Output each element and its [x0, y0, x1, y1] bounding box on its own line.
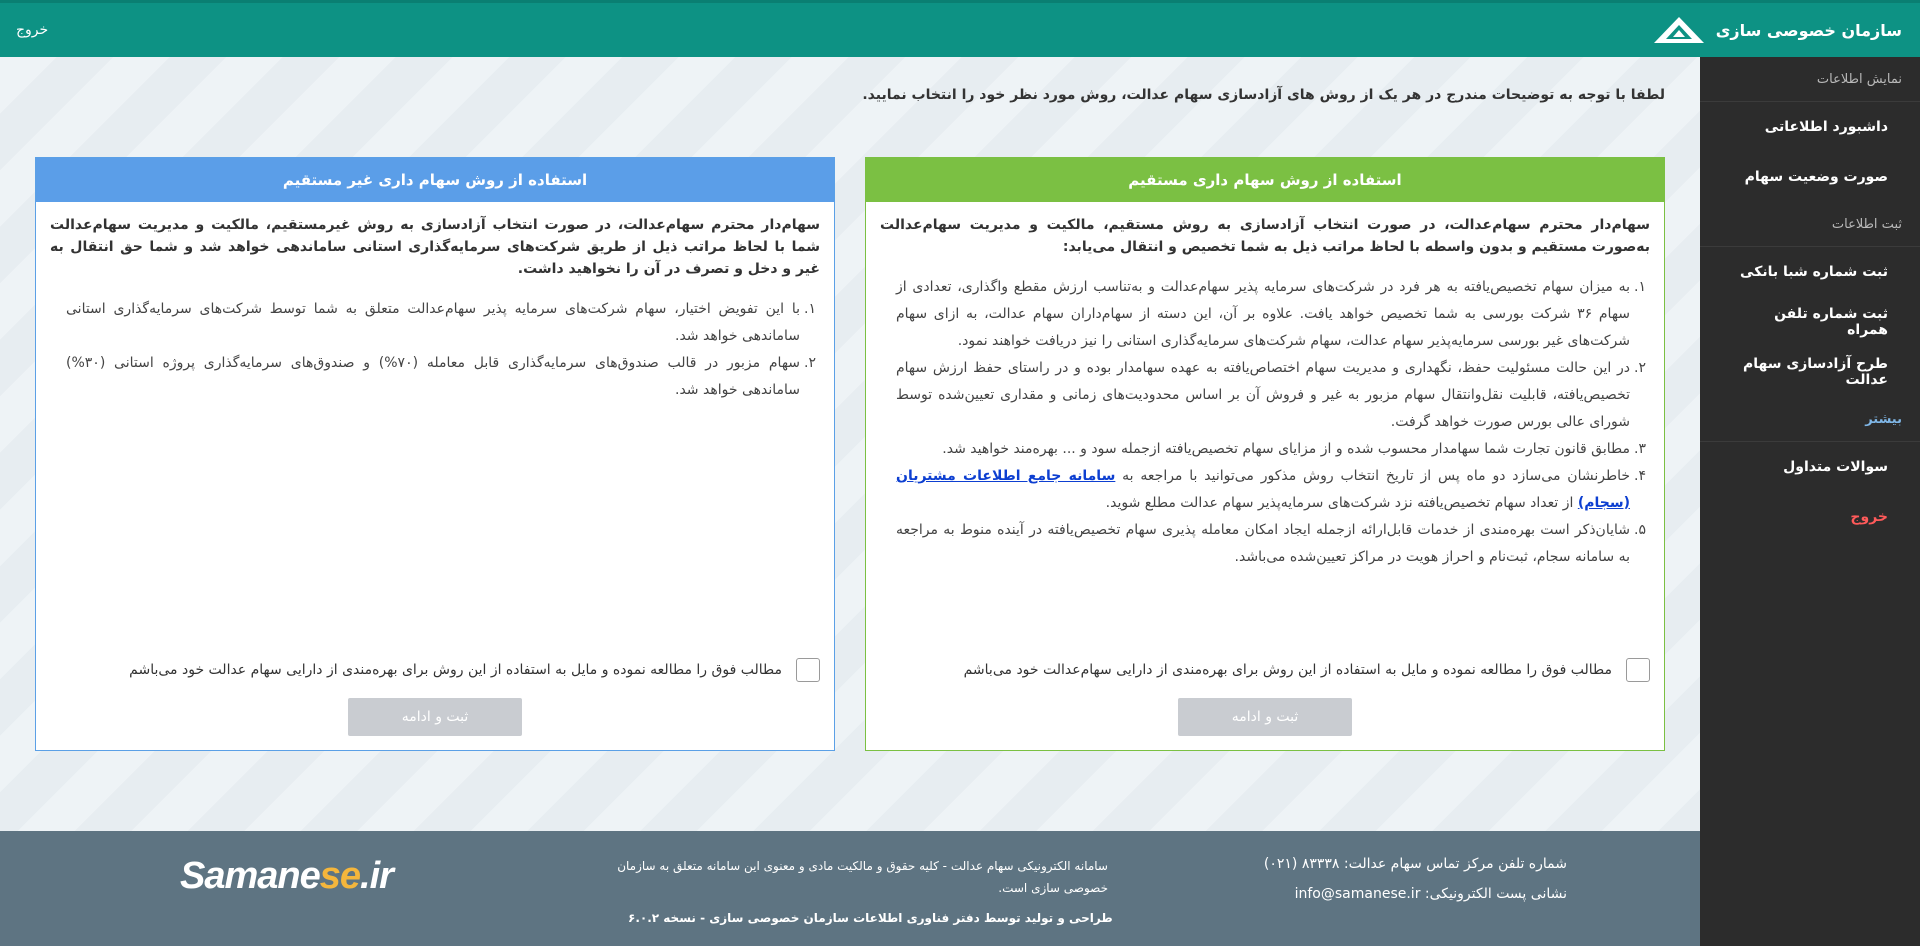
sidebar-item-dashboard[interactable]: داشبورد اطلاعاتی [1764, 119, 1888, 135]
list-item: ۵. شایان‌ذکر است بهره‌مندی از خدمات قابل‌ارائه ازجمله ایجاد امکان معامله پذیری سهام تخصیص‌یافته در آینده منوط به مراجعه به سامانه سجام، ثبت‌نام و احراز هویت در مراکز تعیین‌شده می‌باشد. [896, 522, 1646, 565]
indirect-agree-row [129, 658, 820, 682]
sidebar-section-show-info: نمایش اطلاعات [1700, 57, 1920, 102]
top-bar [0, 0, 1920, 57]
direct-card-intro: سهام‌دار محترم سهام‌عدالت، در صورت انتخاب آزادسازی به روش مستقیم، مالکیت و مدیریت سهام‌عدالت به‌صورت مستقیم و بدون واسطه با لحاظ مراتب ذیل به شما تخصیص و انتقال می‌یابد: [880, 217, 1650, 255]
sidebar-item-sheba[interactable]: ثبت شماره شبا بانکی [1740, 264, 1888, 280]
list-item: ۱. به میزان سهام تخصیص‌یافته به هر فرد در شرکت‌های سرمایه پذیر سهام‌عدالت و به‌تناسب ارزش مقطع واگذاری، تعدادی از سهام ۳۶ شرکت بورسی به شما تخصیص خواهد یافت. علاوه بر آن، این دسته از سهام‌داران سهام عدالت، به ازای سهام شرکت‌های غیر بورسی سرمایه‌پذیر سهام عدالت، سهام شرکت‌های سرمایه‌گذاری استانی را نیز دریافت خواهند نمود. [896, 279, 1646, 349]
indirect-method-card [35, 157, 835, 751]
indirect-card-title: استفاده از روش سهام داری غیر مستقیم [36, 158, 834, 202]
footer-email[interactable]: نشانی پست الکترونیکی: info@samanese.ir [1294, 886, 1567, 902]
sidebar-item-release-plan[interactable]: طرح آزادسازی سهام عدالت [1742, 356, 1888, 388]
footer-phone: شماره تلفن مرکز تماس سهام عدالت: ۸۳۳۳۸ (۰۲۱) [1263, 856, 1567, 872]
footer-contact [1264, 849, 1567, 909]
brand-title: سازمان خصوصی سازی [1715, 20, 1902, 40]
logout-link[interactable]: خروج [16, 22, 49, 38]
brand[interactable] [1652, 15, 1902, 45]
sidebar-item-stock-statement[interactable]: صورت وضعیت سهام [1744, 169, 1888, 185]
indirect-card-list [36, 280, 834, 404]
direct-agree-checkbox[interactable] [1626, 658, 1650, 682]
instruction-text: لطفا با توجه به توضیحات مندرج در هر یک از روش های آزادسازی سهام عدالت، روش مورد نظر خود را انتخاب نمایید. [862, 87, 1665, 103]
direct-agree-label: مطالب فوق را مطالعه نموده و مایل به استفاده از این روش برای بهره‌مندی از دارایی سهام‌عدالت خود می‌باشم [963, 662, 1612, 678]
sidebar-section-more: بیشتر [1700, 397, 1920, 442]
sidebar-item-logout[interactable]: خروج [1850, 509, 1888, 525]
direct-agree-row [964, 658, 1650, 682]
direct-method-card [865, 157, 1665, 751]
samanese-logo: Samanese.ir [180, 855, 393, 897]
indirect-submit-button[interactable]: ثبت و ادامه [348, 698, 522, 736]
privatization-logo-icon [1652, 15, 1706, 45]
direct-card-list [866, 258, 1664, 571]
sidebar [1700, 57, 1920, 946]
sejam-link[interactable]: سامانه جامع اطلاعات مشتریان (سجام) [896, 468, 1630, 511]
indirect-agree-checkbox[interactable] [796, 658, 820, 682]
direct-submit-button[interactable]: ثبت و ادامه [1178, 698, 1352, 736]
sidebar-section-register-info: ثبت اطلاعات [1700, 202, 1920, 247]
list-item: ۲. سهام مزبور در قالب صندوق‌های سرمایه‌گذاری قابل معامله (۷۰%) و صندوق‌های سرمایه‌گذاری پروژه استانی (۳۰%) ساماندهی خواهد شد. [66, 355, 816, 398]
direct-card-title: استفاده از روش سهام داری مستقیم [866, 158, 1664, 202]
list-item: ۱. با این تفویض اختیار، سهام شرکت‌های سرمایه پذیر سهام‌عدالت متعلق به شما توسط شرکت‌های سرمایه‌گذاری استانی ساماندهی خواهد شد. [66, 301, 816, 344]
footer-copyright: سامانه الکترونیکی سهام عدالت - کلیه حقوق و مالکیت مادی و معنوی این سامانه متعلق به سازمان خصوصی سازی است. [617, 859, 1108, 895]
list-item: ۴. خاطرنشان می‌سازد دو ماه پس از تاریخ انتخاب روش مذکور می‌توانید با مراجعه به سامانه جامع اطلاعات مشتریان (سجام) از تعداد سهام تخصیص‌یافته نزد شرکت‌های سرمایه‌پذیر سهام عدالت مطلع شوید. [896, 468, 1646, 511]
sidebar-item-faq[interactable]: سوالات متداول [1783, 459, 1888, 475]
list-item: ۳. مطابق قانون تجارت شما سهامدار محسوب شده و از مزایای سهام تخصیص‌یافته ازجمله سود و ... بهره‌مند خواهید شد. [942, 441, 1646, 457]
footer [0, 831, 1700, 946]
sidebar-item-mobile[interactable]: ثبت شماره تلفن همراه [1774, 306, 1888, 338]
list-item: ۲. در این حالت مسئولیت حفظ، نگهداری و مدیریت سهام اختصاص‌یافته به عهده سهامدار بوده و در راستای حفظ ارزش سهام تخصیص‌یافته، قابلیت نقل‌وانتقال سهام مزبور به غیر و فروش آن بر اساس محدودیت‌های زمانی و مقداری تعیین‌شده توسط شورای عالی بورس صورت خواهد گرفت. [896, 360, 1646, 430]
footer-design-credit: طراحی و تولید توسط دفتر فناوری اطلاعات سازمان خصوصی سازی - نسخه ۶.۰.۲ [628, 911, 1113, 925]
indirect-card-intro: سهام‌دار محترم سهام‌عدالت، در صورت انتخاب آزادسازی به روش غیرمستقیم، مالکیت و مدیریت سهام‌عدالت شما با لحاظ مراتب ذیل از طریق شرکت‌های سرمایه‌گذاری استانی ساماندهی خواهد شد و شما حق انتقال به غیر و دخل و تصرف در آن را نخواهید داشت. [50, 217, 820, 277]
indirect-agree-label: مطالب فوق را مطالعه نموده و مایل به استفاده از این روش برای بهره‌مندی از دارایی سهام عدالت خود می‌باشم [129, 662, 782, 678]
main-content [0, 57, 1700, 831]
